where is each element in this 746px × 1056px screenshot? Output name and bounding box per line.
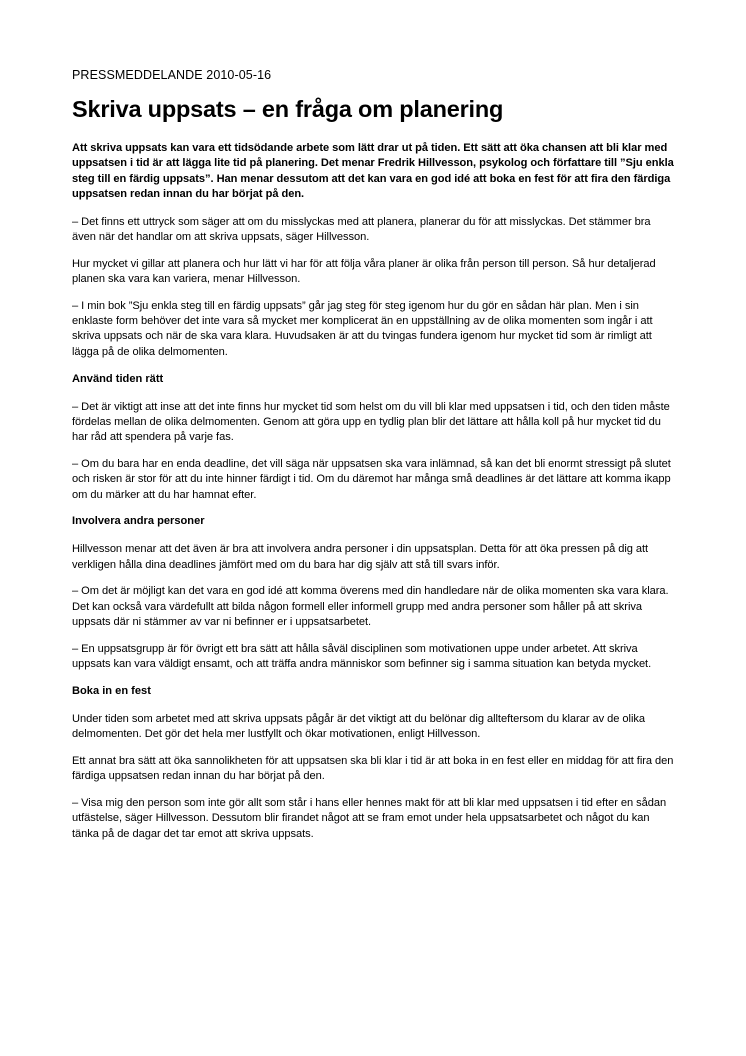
body-paragraph: Hillvesson menar att det även är bra att involvera andra personer i din uppsatsplan. Detta för att öka pressen på dig att verkligen hålla dina deadlines jämfört med om du bara har dig själv att stå till svars inför.: [72, 543, 649, 571]
body-paragraph: – Det finns ett uttryck som säger att om du misslyckas med att planera, planerar du för att misslyckas. Det stämmer bra även när det handlar om att skriva uppsats, säger Hillvesson.: [72, 215, 651, 243]
body-paragraph: Ett annat bra sätt att öka sannolikheten för att uppsatsen ska bli klar i tid är att boka in en fest eller en middag för att fira den färdiga uppsatsen redan innan du har börjat på den.: [72, 755, 674, 783]
press-release-page: [72, 68, 676, 854]
section-heading: Involvera andra personer: [72, 515, 205, 528]
body-paragraph: – Visa mig den person som inte gör allt som står i hans eller hennes makt för att bli klar med uppsatsen i tid efter en sådan utfästelse, säger Hillvesson. Dessutom blir firandet något att se fram emot under hela uppsatsarbetet och något du kan tänka på de dagar det tar emot att skriva uppsats.: [72, 797, 667, 840]
section-heading: Boka in en fest: [72, 684, 151, 697]
section-heading: Använd tiden rätt: [72, 372, 164, 385]
body-paragraph: – I min bok ”Sju enkla steg till en färdig uppsats” går jag steg för steg igenom hur du gör en sådan här plan. Men i sin enklaste form behöver det inte vara så mycket mer komplicerat än en uppställning av de olika momenten som ingår i att skriva uppsats och när de ska vara klara. Huvudsaken är att du tvingas fundera igenom hur mycket tid som är rimligt att lägga på de olika delmomenten.: [72, 299, 653, 358]
page-title: Skriva uppsats – en fråga om planering: [72, 96, 504, 122]
body-paragraph: – Om du bara har en enda deadline, det vill säga när uppsatsen ska vara inlämnad, så kan det bli enormt stressigt på slutet och risken är stor för att du inte hinner färdigt i tid. Om du däremot har många små deadlines är det lättare att komma ikapp om du märker att du har hamnat efter.: [72, 457, 671, 501]
body-paragraph: – En uppsatsgrupp är för övrigt ett bra sätt att hålla såväl disciplinen som motivationen uppe under arbetet. Att skriva uppsats kan vara väldigt ensamt, och att träffa andra människor som befinner sig i samma situation kan betyda mycket.: [72, 642, 652, 671]
body-paragraph: Under tiden som arbetet med att skriva uppsats pågår är det viktigt att du belönar dig allteftersom du klarar av de olika delmomenten. Det gör det hela mer lustfyllt och ökar motivationen, enligt Hillvesson.: [72, 712, 645, 741]
body-paragraph: – Om det är möjligt kan det vara en god idé att komma överens med din handledare när de olika momenten ska vara klara. Det kan också vara värdefullt att bilda någon formell eller informell grupp med andra personer som håller på att skriva uppsats där ni stämmer av var ni befinner er i uppsatsarbetet.: [72, 585, 669, 629]
body-paragraph: – Det är viktigt att inse att det inte finns hur mycket tid som helst om du vill bli klar med uppsatsen i tid, och den tiden måste fördelas mellan de olika delmomenten. Genom att göra upp en tydlig plan blir det lättare att hålla koll på hur mycket tid du har råd att spendera på varje fas.: [72, 400, 670, 444]
dateline: PRESSMEDDELANDE 2010-05-16: [72, 68, 272, 82]
body-paragraph: Hur mycket vi gillar att planera och hur lätt vi har för att följa våra planer är olika från person till person. Så hur detaljerad planen ska vara kan variera, menar Hillvesson.: [72, 257, 656, 286]
lead-paragraph: Att skriva uppsats kan vara ett tidsödande arbete som lätt drar ut på tiden. Ett sätt att öka chansen att bli klar med uppsatsen i tid är att lägga lite tid på planering. Det menar Fredrik Hillvesson, psykolog och författare till ”Sju enkla steg till en färdig uppsats”. Han menar dessutom att det kan vara en god idé att boka en fest för att fira den färdiga uppsatsen redan innan du har börjat på den.: [72, 142, 674, 200]
